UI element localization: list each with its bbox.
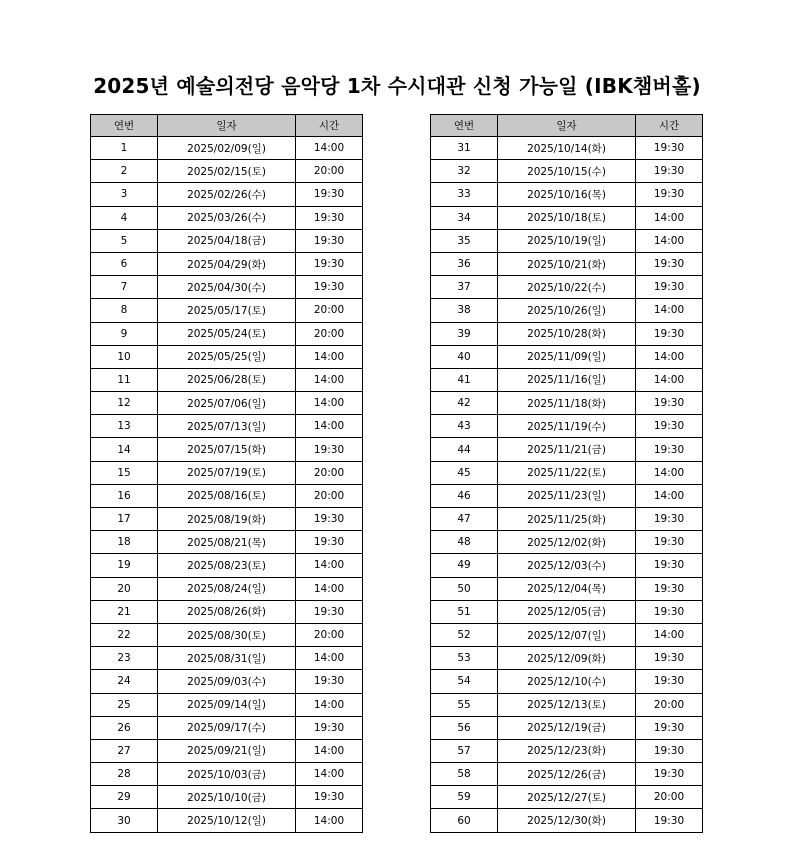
time-cell: 19:30	[636, 252, 703, 275]
date-cell: 2025/08/19(화)	[158, 508, 296, 531]
date-cell: 2025/12/19(금)	[498, 716, 636, 739]
time-cell: 19:30	[296, 206, 363, 229]
row-number-cell: 18	[91, 531, 158, 554]
table-row	[91, 716, 363, 739]
table-row	[91, 206, 363, 229]
row-number-cell: 19	[91, 554, 158, 577]
row-number-cell: 7	[91, 276, 158, 299]
time-cell: 19:30	[636, 531, 703, 554]
time-cell: 14:00	[636, 299, 703, 322]
table-row	[91, 623, 363, 646]
date-cell: 2025/11/09(일)	[498, 345, 636, 368]
table-row	[431, 647, 703, 670]
table-row	[431, 322, 703, 345]
date-cell: 2025/10/15(수)	[498, 160, 636, 183]
time-cell: 19:30	[636, 716, 703, 739]
table-row	[91, 484, 363, 507]
date-cell: 2025/11/22(토)	[498, 461, 636, 484]
row-number-cell: 51	[431, 600, 498, 623]
table-row	[431, 299, 703, 322]
date-cell: 2025/12/04(목)	[498, 577, 636, 600]
table-row	[431, 229, 703, 252]
row-number-cell: 27	[91, 739, 158, 762]
date-cell: 2025/12/10(수)	[498, 670, 636, 693]
date-cell: 2025/09/17(수)	[158, 716, 296, 739]
row-number-cell: 33	[431, 183, 498, 206]
row-number-cell: 29	[91, 786, 158, 809]
date-cell: 2025/12/13(토)	[498, 693, 636, 716]
row-number-cell: 9	[91, 322, 158, 345]
row-number-cell: 35	[431, 229, 498, 252]
date-cell: 2025/11/25(화)	[498, 508, 636, 531]
time-cell: 19:30	[636, 415, 703, 438]
table-row	[431, 809, 703, 832]
time-cell: 14:00	[296, 368, 363, 391]
table-row	[431, 670, 703, 693]
row-number-cell: 43	[431, 415, 498, 438]
column-header-no: 연번	[431, 115, 498, 137]
table-row	[431, 739, 703, 762]
date-cell: 2025/09/21(일)	[158, 739, 296, 762]
schedule-rows-left	[91, 137, 363, 833]
time-cell: 14:00	[296, 345, 363, 368]
row-number-cell: 26	[91, 716, 158, 739]
row-number-cell: 60	[431, 809, 498, 832]
date-cell: 2025/12/02(화)	[498, 531, 636, 554]
table-row	[91, 739, 363, 762]
row-number-cell: 45	[431, 461, 498, 484]
table-row	[431, 763, 703, 786]
table-row	[431, 484, 703, 507]
table-row	[91, 461, 363, 484]
row-number-cell: 42	[431, 392, 498, 415]
time-cell: 14:00	[636, 345, 703, 368]
schedule-table-right	[430, 114, 703, 833]
row-number-cell: 58	[431, 763, 498, 786]
time-cell: 19:30	[296, 438, 363, 461]
date-cell: 2025/11/21(금)	[498, 438, 636, 461]
time-cell: 14:00	[296, 763, 363, 786]
schedule-rows-right	[431, 137, 703, 833]
date-cell: 2025/03/26(수)	[158, 206, 296, 229]
date-cell: 2025/10/14(화)	[498, 137, 636, 160]
table-row	[91, 229, 363, 252]
row-number-cell: 47	[431, 508, 498, 531]
time-cell: 19:30	[636, 647, 703, 670]
date-cell: 2025/09/14(일)	[158, 693, 296, 716]
row-number-cell: 30	[91, 809, 158, 832]
row-number-cell: 38	[431, 299, 498, 322]
date-cell: 2025/08/16(토)	[158, 484, 296, 507]
row-number-cell: 39	[431, 322, 498, 345]
row-number-cell: 3	[91, 183, 158, 206]
row-number-cell: 56	[431, 716, 498, 739]
table-row	[431, 252, 703, 275]
time-cell: 19:30	[296, 670, 363, 693]
table-row	[431, 368, 703, 391]
time-cell: 19:30	[636, 392, 703, 415]
time-cell: 19:30	[636, 577, 703, 600]
time-cell: 19:30	[636, 670, 703, 693]
column-header-date: 일자	[158, 115, 296, 137]
date-cell: 2025/09/03(수)	[158, 670, 296, 693]
date-cell: 2025/12/05(금)	[498, 600, 636, 623]
table-row	[91, 415, 363, 438]
time-cell: 20:00	[296, 299, 363, 322]
date-cell: 2025/04/30(수)	[158, 276, 296, 299]
row-number-cell: 23	[91, 647, 158, 670]
date-cell: 2025/07/13(일)	[158, 415, 296, 438]
row-number-cell: 52	[431, 623, 498, 646]
row-number-cell: 40	[431, 345, 498, 368]
date-cell: 2025/12/07(일)	[498, 623, 636, 646]
row-number-cell: 21	[91, 600, 158, 623]
date-cell: 2025/07/15(화)	[158, 438, 296, 461]
row-number-cell: 15	[91, 461, 158, 484]
time-cell: 19:30	[636, 137, 703, 160]
row-number-cell: 31	[431, 137, 498, 160]
time-cell: 19:30	[296, 786, 363, 809]
table-row	[91, 392, 363, 415]
date-cell: 2025/12/30(화)	[498, 809, 636, 832]
time-cell: 19:30	[296, 716, 363, 739]
table-row	[91, 345, 363, 368]
schedule-table-left	[90, 114, 363, 833]
time-cell: 19:30	[296, 276, 363, 299]
table-row	[91, 577, 363, 600]
date-cell: 2025/05/24(토)	[158, 322, 296, 345]
time-cell: 14:00	[296, 554, 363, 577]
date-cell: 2025/10/18(토)	[498, 206, 636, 229]
date-cell: 2025/10/26(일)	[498, 299, 636, 322]
table-row	[431, 600, 703, 623]
time-cell: 19:30	[636, 763, 703, 786]
column-header-date: 일자	[498, 115, 636, 137]
table-row	[91, 786, 363, 809]
table-row	[431, 345, 703, 368]
table-row	[91, 763, 363, 786]
date-cell: 2025/10/28(화)	[498, 322, 636, 345]
table-row	[91, 508, 363, 531]
time-cell: 19:30	[296, 531, 363, 554]
date-cell: 2025/04/18(금)	[158, 229, 296, 252]
date-cell: 2025/06/28(토)	[158, 368, 296, 391]
date-cell: 2025/10/10(금)	[158, 786, 296, 809]
date-cell: 2025/07/06(일)	[158, 392, 296, 415]
table-row	[431, 206, 703, 229]
table-row	[91, 647, 363, 670]
column-header-time: 시간	[636, 115, 703, 137]
table-row	[91, 554, 363, 577]
row-number-cell: 57	[431, 739, 498, 762]
time-cell: 19:30	[636, 809, 703, 832]
row-number-cell: 41	[431, 368, 498, 391]
table-row	[91, 322, 363, 345]
time-cell: 20:00	[296, 461, 363, 484]
row-number-cell: 48	[431, 531, 498, 554]
row-number-cell: 59	[431, 786, 498, 809]
column-header-no: 연번	[91, 115, 158, 137]
row-number-cell: 34	[431, 206, 498, 229]
row-number-cell: 6	[91, 252, 158, 275]
date-cell: 2025/05/25(일)	[158, 345, 296, 368]
time-cell: 19:30	[636, 600, 703, 623]
table-row	[91, 160, 363, 183]
time-cell: 14:00	[636, 623, 703, 646]
date-cell: 2025/05/17(토)	[158, 299, 296, 322]
row-number-cell: 37	[431, 276, 498, 299]
column-header-time: 시간	[296, 115, 363, 137]
row-number-cell: 20	[91, 577, 158, 600]
row-number-cell: 25	[91, 693, 158, 716]
table-row	[91, 252, 363, 275]
row-number-cell: 36	[431, 252, 498, 275]
row-number-cell: 22	[91, 623, 158, 646]
table-row	[91, 670, 363, 693]
time-cell: 19:30	[636, 276, 703, 299]
time-cell: 14:00	[296, 739, 363, 762]
table-row	[91, 531, 363, 554]
table-row	[431, 392, 703, 415]
row-number-cell: 8	[91, 299, 158, 322]
time-cell: 19:30	[636, 739, 703, 762]
row-number-cell: 53	[431, 647, 498, 670]
date-cell: 2025/10/21(화)	[498, 252, 636, 275]
time-cell: 14:00	[296, 137, 363, 160]
date-cell: 2025/02/09(일)	[158, 137, 296, 160]
page-title: 2025년 예술의전당 음악당 1차 수시대관 신청 가능일 (IBK챔버홀)	[93, 74, 701, 98]
time-cell: 20:00	[296, 484, 363, 507]
row-number-cell: 46	[431, 484, 498, 507]
row-number-cell: 28	[91, 763, 158, 786]
time-cell: 14:00	[296, 809, 363, 832]
time-cell: 14:00	[636, 461, 703, 484]
time-cell: 20:00	[296, 160, 363, 183]
row-number-cell: 14	[91, 438, 158, 461]
time-cell: 14:00	[636, 206, 703, 229]
table-row	[431, 623, 703, 646]
date-cell: 2025/08/30(토)	[158, 623, 296, 646]
row-number-cell: 17	[91, 508, 158, 531]
row-number-cell: 4	[91, 206, 158, 229]
date-cell: 2025/12/26(금)	[498, 763, 636, 786]
table-row	[431, 531, 703, 554]
date-cell: 2025/10/12(일)	[158, 809, 296, 832]
table-header-row	[431, 115, 703, 137]
date-cell: 2025/10/16(목)	[498, 183, 636, 206]
time-cell: 19:30	[296, 229, 363, 252]
table-row	[431, 577, 703, 600]
time-cell: 14:00	[296, 647, 363, 670]
row-number-cell: 1	[91, 137, 158, 160]
time-cell: 19:30	[636, 554, 703, 577]
table-row	[431, 786, 703, 809]
table-row	[431, 716, 703, 739]
time-cell: 20:00	[296, 623, 363, 646]
date-cell: 2025/12/23(화)	[498, 739, 636, 762]
time-cell: 19:30	[296, 508, 363, 531]
time-cell: 20:00	[296, 322, 363, 345]
table-row	[431, 554, 703, 577]
time-cell: 19:30	[636, 322, 703, 345]
date-cell: 2025/10/19(일)	[498, 229, 636, 252]
table-row	[91, 183, 363, 206]
time-cell: 14:00	[296, 693, 363, 716]
time-cell: 14:00	[296, 392, 363, 415]
table-row	[91, 809, 363, 832]
time-cell: 14:00	[296, 577, 363, 600]
date-cell: 2025/02/15(토)	[158, 160, 296, 183]
time-cell: 19:30	[296, 252, 363, 275]
date-cell: 2025/12/09(화)	[498, 647, 636, 670]
time-cell: 19:30	[296, 600, 363, 623]
row-number-cell: 54	[431, 670, 498, 693]
table-row	[431, 160, 703, 183]
time-cell: 19:30	[636, 183, 703, 206]
table-row	[91, 600, 363, 623]
date-cell: 2025/08/26(화)	[158, 600, 296, 623]
table-row	[431, 693, 703, 716]
date-cell: 2025/08/23(토)	[158, 554, 296, 577]
time-cell: 19:30	[296, 183, 363, 206]
time-cell: 14:00	[636, 484, 703, 507]
table-row	[431, 461, 703, 484]
time-cell: 19:30	[636, 438, 703, 461]
table-header-row	[91, 115, 363, 137]
table-row	[431, 183, 703, 206]
time-cell: 14:00	[296, 415, 363, 438]
date-cell: 2025/08/24(일)	[158, 577, 296, 600]
table-row	[431, 438, 703, 461]
table-row	[431, 415, 703, 438]
time-cell: 20:00	[636, 786, 703, 809]
row-number-cell: 5	[91, 229, 158, 252]
table-row	[91, 368, 363, 391]
row-number-cell: 55	[431, 693, 498, 716]
date-cell: 2025/12/03(수)	[498, 554, 636, 577]
date-cell: 2025/12/27(토)	[498, 786, 636, 809]
table-row	[91, 438, 363, 461]
row-number-cell: 2	[91, 160, 158, 183]
table-row	[91, 693, 363, 716]
time-cell: 19:30	[636, 160, 703, 183]
date-cell: 2025/10/22(수)	[498, 276, 636, 299]
date-cell: 2025/08/31(일)	[158, 647, 296, 670]
date-cell: 2025/10/03(금)	[158, 763, 296, 786]
table-row	[431, 137, 703, 160]
row-number-cell: 24	[91, 670, 158, 693]
row-number-cell: 12	[91, 392, 158, 415]
table-row	[91, 137, 363, 160]
date-cell: 2025/11/18(화)	[498, 392, 636, 415]
row-number-cell: 49	[431, 554, 498, 577]
time-cell: 14:00	[636, 229, 703, 252]
row-number-cell: 32	[431, 160, 498, 183]
row-number-cell: 44	[431, 438, 498, 461]
table-row	[91, 299, 363, 322]
time-cell: 19:30	[636, 508, 703, 531]
date-cell: 2025/07/19(토)	[158, 461, 296, 484]
row-number-cell: 10	[91, 345, 158, 368]
row-number-cell: 13	[91, 415, 158, 438]
table-row	[91, 276, 363, 299]
row-number-cell: 11	[91, 368, 158, 391]
date-cell: 2025/08/21(목)	[158, 531, 296, 554]
table-row	[431, 508, 703, 531]
date-cell: 2025/11/23(일)	[498, 484, 636, 507]
time-cell: 20:00	[636, 693, 703, 716]
date-cell: 2025/02/26(수)	[158, 183, 296, 206]
date-cell: 2025/11/16(일)	[498, 368, 636, 391]
date-cell: 2025/11/19(수)	[498, 415, 636, 438]
date-cell: 2025/04/29(화)	[158, 252, 296, 275]
row-number-cell: 50	[431, 577, 498, 600]
row-number-cell: 16	[91, 484, 158, 507]
table-row	[431, 276, 703, 299]
time-cell: 14:00	[636, 368, 703, 391]
